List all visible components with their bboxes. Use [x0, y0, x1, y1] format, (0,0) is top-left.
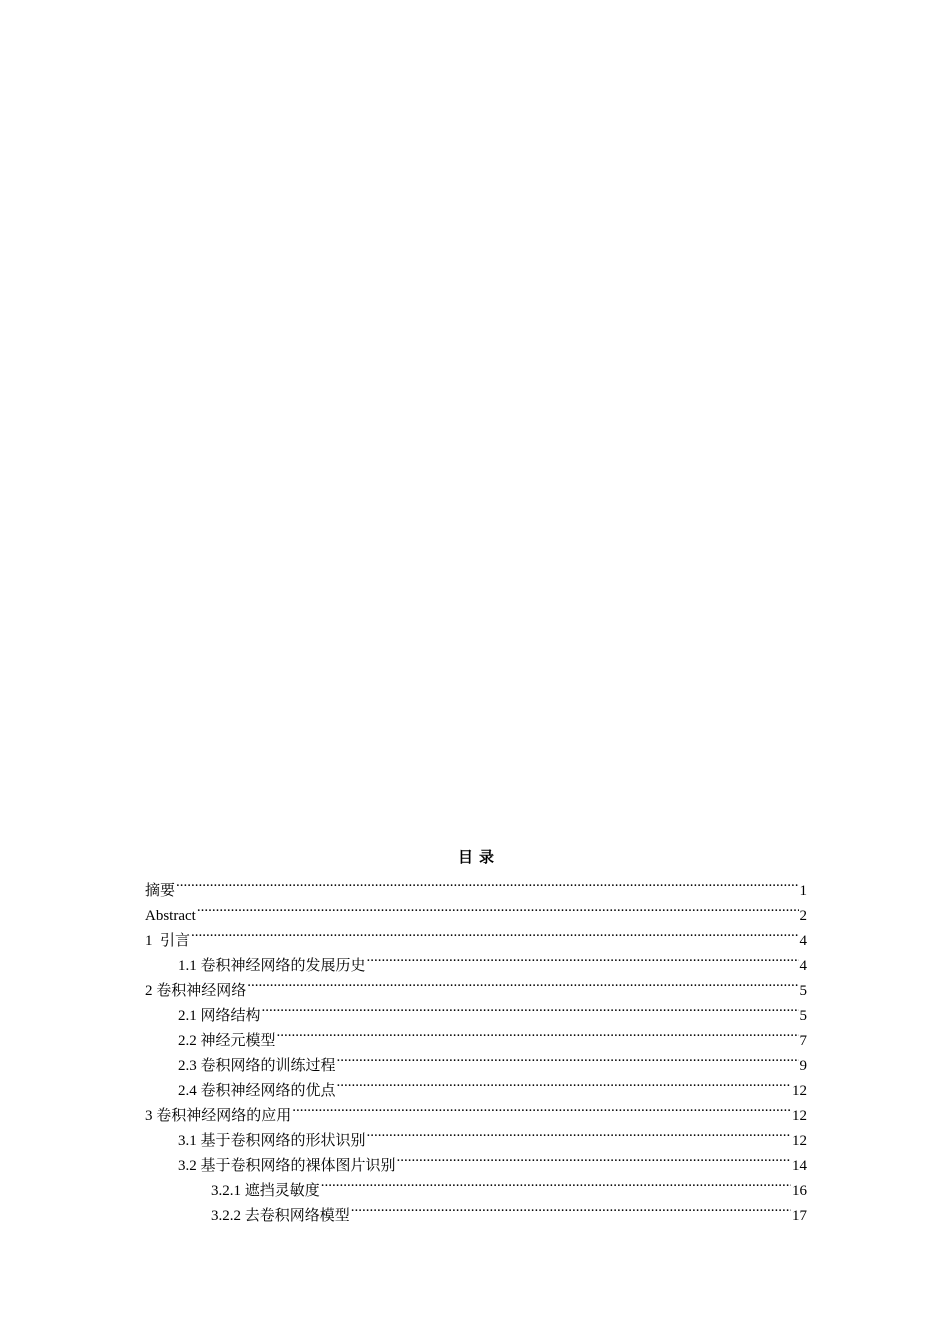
toc-entry-label: 摘要 [145, 883, 176, 899]
toc-entry-page: 12 [792, 1083, 807, 1099]
toc-dot-leader [367, 945, 799, 970]
toc-entry-label: 2 卷积神经网络 [145, 983, 247, 999]
toc-entry-label: 2.1 网络结构 [178, 1008, 261, 1024]
toc-entry-page: 5 [799, 1008, 807, 1024]
toc-dot-leader [262, 995, 799, 1020]
toc-dot-leader [197, 895, 799, 920]
toc-entry[interactable] [145, 920, 807, 949]
toc-dot-leader [176, 870, 798, 895]
toc-dot-leader [367, 1120, 791, 1145]
toc-entry-page: 17 [792, 1208, 807, 1224]
toc-entry-label: 3.2.2 去卷积网络模型 [211, 1208, 350, 1224]
toc-dot-leader [292, 1095, 791, 1120]
toc-entry-page: 9 [799, 1058, 807, 1074]
toc-dot-leader [191, 920, 798, 945]
toc-entry-label: 2.2 神经元模型 [178, 1033, 276, 1049]
toc-entry-page: 12 [792, 1133, 807, 1149]
toc-entry[interactable] [145, 870, 807, 899]
toc-entry-page: 5 [799, 983, 807, 999]
toc-entry-label: 3.2 基于卷积网络的裸体图片识别 [178, 1158, 396, 1174]
toc-entry-page: 14 [792, 1158, 807, 1174]
toc-entry-page: 7 [799, 1033, 807, 1049]
table-of-contents [145, 846, 807, 1224]
toc-dot-leader [247, 970, 798, 995]
toc-entry-label: 3 卷积神经网络的应用 [145, 1108, 292, 1124]
toc-entry-label: 3.2.1 遮挡灵敏度 [211, 1183, 320, 1199]
toc-dot-leader [277, 1020, 799, 1045]
toc-entry-page: 4 [799, 933, 807, 949]
toc-entry-label: 1 引言 [145, 933, 191, 949]
toc-entry-label: 3.1 基于卷积网络的形状识别 [178, 1133, 366, 1149]
toc-entry-label: 1.1 卷积神经网络的发展历史 [178, 958, 366, 974]
toc-entry-page: 2 [799, 908, 807, 924]
toc-entry[interactable] [145, 945, 807, 974]
toc-entry-page: 16 [792, 1183, 807, 1199]
toc-entry-label: 2.4 卷积神经网络的优点 [178, 1083, 336, 1099]
toc-dot-leader [337, 1070, 791, 1095]
toc-entry-label: Abstract [145, 908, 196, 924]
toc-entry-label: 2.3 卷积网络的训练过程 [178, 1058, 336, 1074]
toc-title: 目录 [457, 850, 500, 866]
toc-entry[interactable] [145, 895, 807, 924]
toc-entry-page: 4 [799, 958, 807, 974]
toc-entry-page: 12 [792, 1108, 807, 1124]
toc-entry-page: 1 [799, 883, 807, 899]
toc-dot-leader [397, 1145, 791, 1170]
toc-list [145, 870, 807, 1224]
toc-dot-leader [337, 1045, 799, 1070]
toc-dot-leader [351, 1195, 791, 1220]
toc-dot-leader [321, 1170, 791, 1195]
